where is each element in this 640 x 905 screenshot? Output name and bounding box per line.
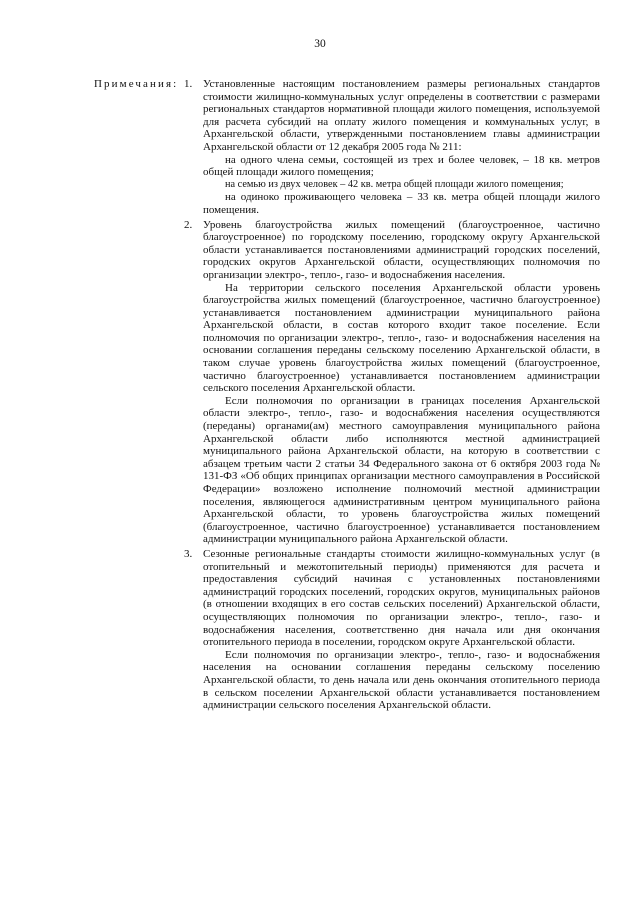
note-2: [178, 219, 600, 546]
note-number: 1.: [184, 78, 193, 90]
note-3: [178, 548, 600, 712]
note-paragraph: Сезонные региональные стандарты стоимости жилищно-коммунальных услуг (в отопительный и межотопительный периоды) применяются для расчета и предоставления субсидий начиная с установленных постановлениями администраций городских поселений, городских округов, муниципальных районов (в отношении входящих в его состав сельских поселений) Архангельской области, осуществляющих полномочия по организации электро-, тепло-, газо- и водоснабжения населения, соответственно дня начала или дня окончания отопительного периода в поселении, городском округе Архангельской области.: [203, 547, 600, 649]
note-number: 2.: [184, 218, 193, 231]
notes-list: [178, 78, 600, 712]
note-paragraph: на одного члена семьи, состоящей из трех и более человек, – 18 кв. метров общей площади жилого помещения;: [203, 153, 600, 179]
note-1: [178, 78, 600, 217]
note-paragraph: На территории сельского поселения Архангельской области уровень благоустройства жилых помещений (благоустроенное, частично благоустроенное) устанавливается постановлением администрации муниципального района Архангельской области, в состав которого входит такое поселение. Если полномочия по организации электро-, тепло-, газо- и водоснабжения населения на основании соглашения переданы сельскому поселению Архангельской области, в таком случае уровень благоустройства жилых помещений (благоустроенное, частично благоустроенное) устанавливается постановлением администрации сельского поселения Архангельской области.: [203, 281, 600, 395]
note-paragraph: Если полномочия по организации электро-, тепло-, газо- и водоснабжения населения на основании соглашения переданы сельскому поселению Архангельской области, то день начала или день окончания отопительного периода в сельском поселении Архангельской области устанавливается постановлением администрации сельского поселения Архангельской области.: [203, 648, 600, 712]
note-paragraph: Установленные настоящим постановлением размеры региональных стандартов стоимости жилищно-коммунальных услуг определены в соответствии с размерами региональных стандартов нормативной площади жилого помещения, используемой для расчета субсидий на оплату жилого помещения и коммунальных услуг, в Архангельской области, утвержденными постановлением главы администрации Архангельской области от 12 декабря 2005 года № 211:: [203, 78, 600, 153]
note-paragraph: Если полномочия по организации в границах поселения Архангельской области электро-, тепло-, газо- и водоснабжения населения осуществляются (переданы) органами(ам) местного самоуправления муниципального района Архангельской области либо исполняются местной администрацией муниципального района Архангельской области, на которую в соответствии с абзацем третьим части 2 статьи 34 Федерального закона от 6 октября 2003 года № 131-ФЗ «Об общих принципах организации местного самоуправления в Российской Федерации» возложено исполнение полномочий местной администрации поселения, являющегося административным центром муниципального района Архангельской области, то уровень благоустройства жилых помещений (благоустроенное, частично благоустроенное) устанавливается постановлением администрации муниципального района Архангельской области.: [203, 394, 600, 546]
page-number: 30: [314, 38, 326, 50]
note-paragraph: Уровень благоустройства жилых помещений (благоустроенное, частично благоустроенное) по городскому поселению, городскому округу Архангельской области устанавливается постановлениями администраций городских поселений, городских округов Архангельской области, осуществляющих полномочия по организации электро-, тепло-, газо- и водоснабжения населения.: [203, 218, 600, 281]
notes-label: Примечания:: [94, 78, 179, 90]
note-number: 3.: [184, 547, 193, 560]
note-paragraph: на семью из двух человек – 42 кв. метра общей площади жилого помещения;: [225, 178, 564, 190]
note-paragraph: на одиноко проживающего человека – 33 кв. метра общей площади жилого помещения.: [203, 191, 600, 216]
